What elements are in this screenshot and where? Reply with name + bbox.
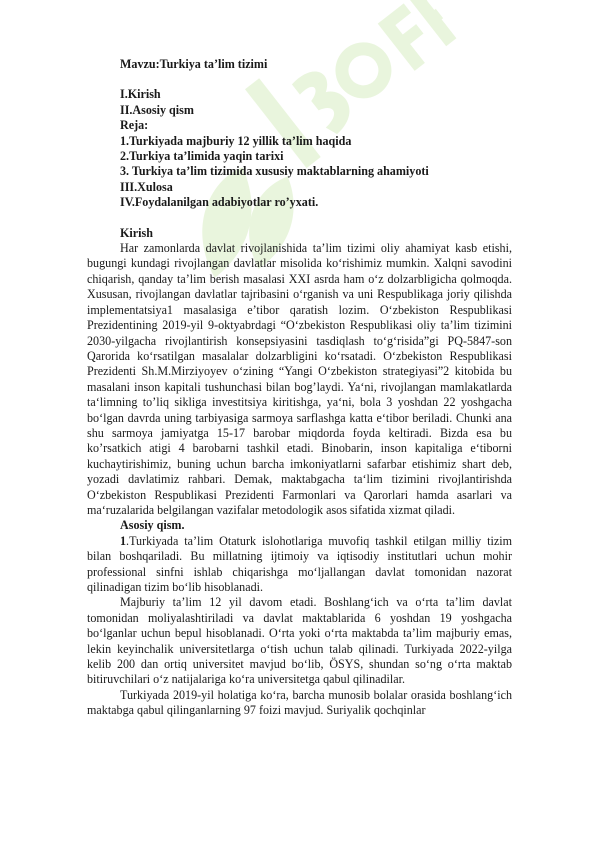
- toc-item-conclusion: III.Xulosa: [120, 179, 173, 194]
- toc-item-references: IV.Foydalanilgan adabiyotlar ro’yxati.: [120, 195, 319, 210]
- main-paragraph-1-number: 1: [120, 533, 127, 548]
- main-paragraph-2: Majburiy ta’lim 12 yil davom etadi. Boshlang‘ich va o‘rta ta’lim davlat tomonidan moliyalashtiriladi va davlat maktablarida 6 yoshdan 19 yoshgacha bo‘lganlar uchun bepul hisoblanadi. O‘rta yoki o‘rta maktabda ta’lim majburiy emas, lekin keyinchalik universitetlarga o‘tish uchun talab qilinadi. Turkiyada 2022-yilga kelib 200 dan ortiq universitet mavjud bo‘lib, ÖSYS, shundan so‘ng o‘rta maktab bitiruvchilari o‘z natijalariga ko‘ra universitetga qabul qilinadilar.: [87, 595, 512, 687]
- intro-paragraph: Har zamonlarda davlat rivojlanishida ta’lim tizimi oliy ahamiyat kasb etishi, bugungi kundagi rivojlangan davlatlar misolida ko‘rishimiz mumkin. Xalqni savodini chiqarish, qanday ta’lim berish masalasi XXI asrda ham o‘z dolzarbligicha qolmoqda. Xususan, rivojlangan davlatlar tajribasini o‘rganish va uni Respublikaga joriy qilishda implementatsiya1 masalasiga e’tibor qaratish lozim. O‘zbekiston Respublikasi Prezidentining 2019-yil 9-oktyabrdagi “O‘zbekiston Respublikasi oliy ta’lim tizimini 2030-yilgacha rivojlantirish konsepsiyasini tasdiqlash to‘g‘risida”gi PQ-5847-son Qarorida ko‘rsatilgan masalalar dolzarbligini ko‘rsatadi. O‘zbekiston Respublikasi Prezidenti Sh.M.Mirziyoyev o‘zining “Yangi O‘zbekiston strategiyasi”2 kitobida bu masalani inson kapitali tushunchasi bilan bog’laydi. Ya‘ni, rivojlangan mamlakatlarda ta‘limning to’liq sikliga investitsiya kiritishga, ya‘ni, bola 3 yoshdan 22 yoshgacha bo‘lgan davrda uning tarbiyasiga sarmoya sarflashga katta e‘tibor beriladi. Chunki ana shu sarmoya jamiyatga 15-17 barobar miqdorda foyda keltiradi. Bizda esa bu ko’rsatkich atigi 4 barobarni tashkil etadi. Binobarin, inson kapitaliga e‘tiborni kuchaytirishimiz, buning uchun barcha imkoniyatlarni safarbar etishimiz shart deb, yozadi davlatimiz rahbari. Demak, maktabgacha ta‘lim tizimini rivojlantirishda O‘zbekiston Respublikasi Prezidenti Farmonlari va Qarorlari hamda asarlari va ma‘ruzalarida belgilangan vazifalar metodologik asos sifatida xizmat qiladi.: [87, 241, 512, 517]
- toc-item-plan: Reja:: [120, 118, 149, 133]
- intro-heading: Kirish: [120, 225, 153, 240]
- toc-item-intro: I.Kirish: [120, 87, 161, 102]
- toc-item-plan-3: 3. Turkiya ta’lim tizimida xususiy maktablarning ahamiyoti: [120, 164, 429, 179]
- document-topic: Mavzu:Turkiya ta’lim tizimi: [120, 57, 268, 71]
- toc-item-plan-2: 2.Turkiya ta’limida yaqin tarixi: [120, 149, 284, 164]
- main-heading: Asosiy qism.: [120, 518, 185, 533]
- main-paragraph-1: [87, 534, 512, 596]
- main-paragraph-3: Turkiyada 2019-yil holatiga ko‘ra, barcha munosib bolalar orasida boshlang‘ich maktabga qabul qilinganlarning 97 foizi mavjud. Suriyalik qochqinlar: [87, 687, 512, 718]
- main-paragraph-1-text: .Turkiyada ta’lim Otaturk islohotlariga muvofiq tashkil etilgan milliy tizim bilan boshqariladi. Bu millatning ijtimoiy va iqtisodiy institutlari uchun mohir professional sinfni ishlab chiqarishga mo‘ljallangan davlat tomonidan nazorat qilinadigan tizim bo‘lib hisoblanadi.: [87, 533, 512, 594]
- toc-item-plan-1: 1.Turkiyada majburiy 12 yillik ta’lim haqida: [120, 133, 352, 148]
- document-content: [87, 57, 512, 719]
- table-of-contents: [120, 87, 512, 210]
- toc-item-main: II.Asosiy qism: [120, 102, 194, 117]
